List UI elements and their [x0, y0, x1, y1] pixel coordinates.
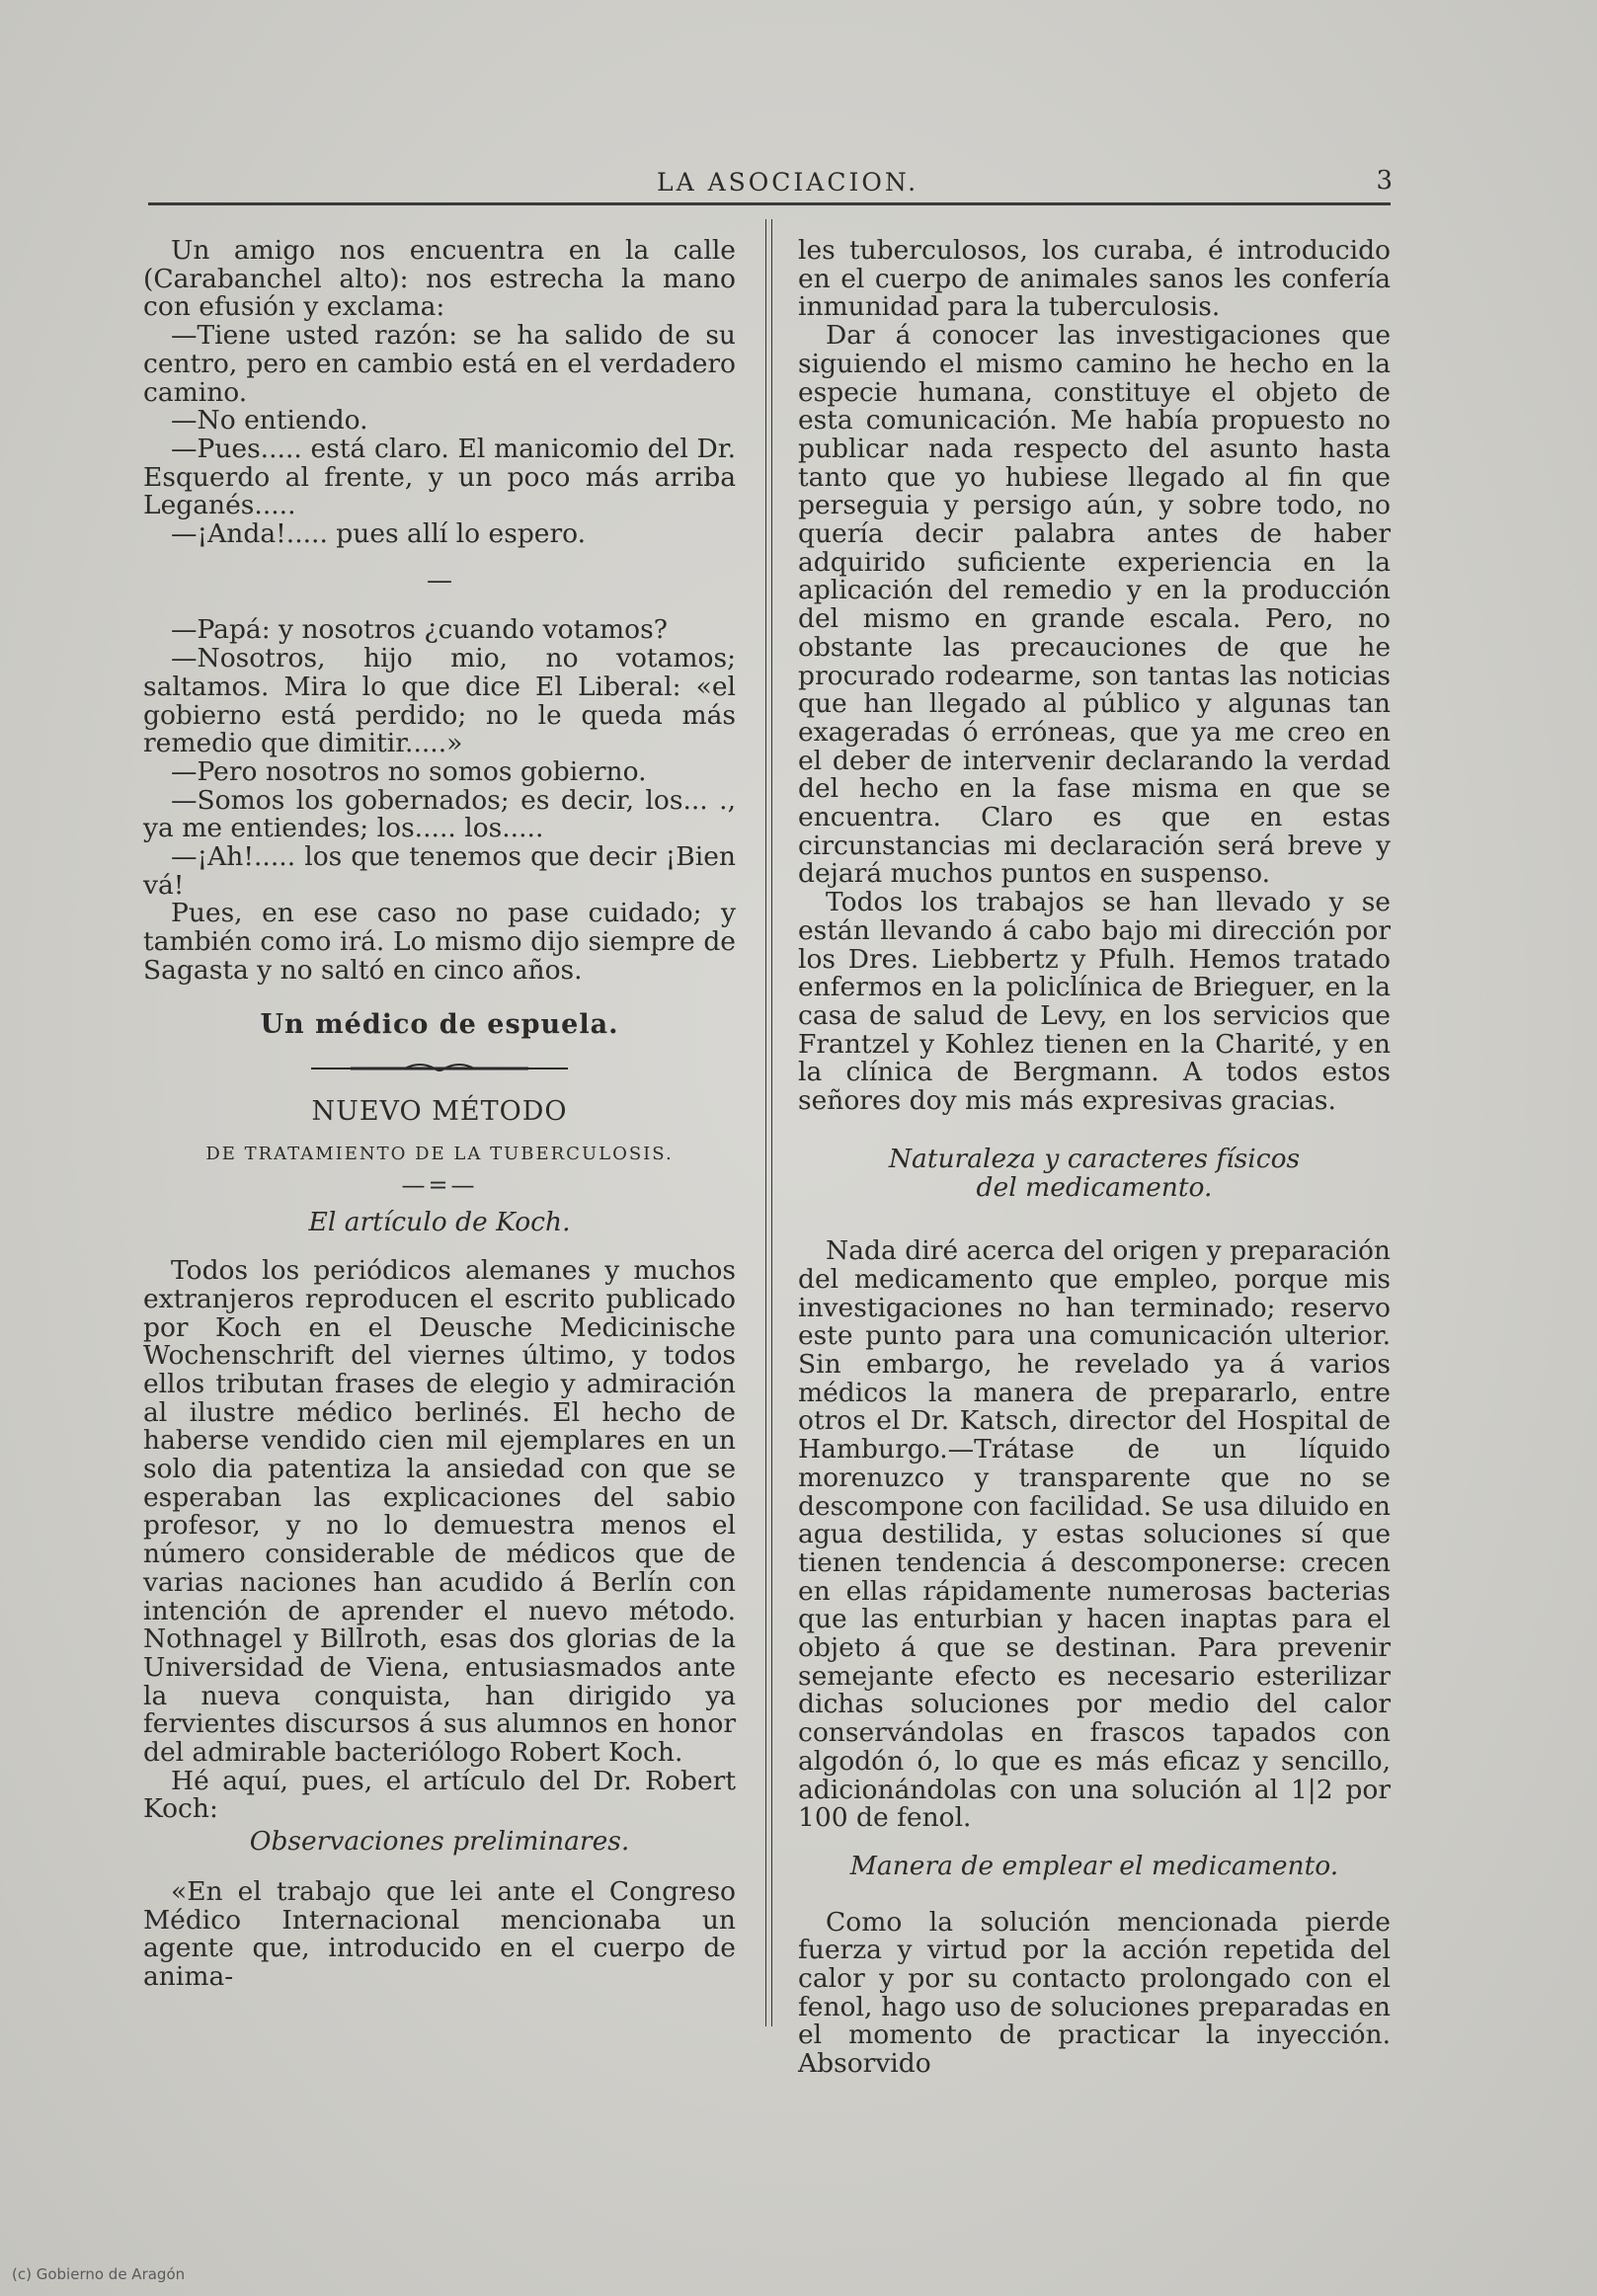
dialogue-paragraph: —Tiene usted razón: se ha salido de su centro, pero en cambio está en el verdadero camino. [143, 320, 736, 408]
dialogue-paragraph: Pues, en ese caso no pase cuidado; y también como irá. Lo mismo dijo siempre de Sagasta y no saltó en cinco años. [143, 898, 736, 986]
body-paragraph: Hé aquí, pues, el artículo del Dr. Robert Koch: [143, 1765, 736, 1825]
section-separator: — [427, 565, 452, 595]
equals-separator: —=— [401, 1170, 478, 1199]
body-paragraph: les tuberculosos, los curaba, é introducido en el cuerpo de animales sanos les confería inmunidad para la tuberculosis. [798, 235, 1391, 323]
dialogue-paragraph: —Nosotros, hijo mio, no votamos; saltamos. Mira lo que dice El Liberal: «el gobierno está perdido; no le queda más remedio que dimitir.....» [143, 643, 736, 759]
prelim-heading: Observaciones preliminares. [249, 1826, 630, 1858]
body-paragraph: Como la solución mencionada pierde fuerza y virtud por la acción repetida del calor y por su contacto prolongado con el fenol, hago uso de soluciones preparadas en el momento de practicar la inyección. Absorvido [798, 1906, 1391, 2080]
dialogue-paragraph: —¡Ah!..... los que tenemos que decir ¡Bien vá! [143, 841, 736, 901]
page-number: 3 [1376, 166, 1393, 196]
article-subtitle: DE TRATAMIENTO DE LA TUBERCULOSIS. [205, 1143, 674, 1164]
dialogue-paragraph: —Pero nosotros no somos gobierno. [171, 755, 647, 787]
column-divider [765, 219, 772, 2026]
usage-heading: Manera de emplear el medicamento. [849, 1850, 1339, 1881]
section-heading: Un médico de espuela. [260, 1008, 619, 1040]
body-paragraph: Nada diré acerca del origen y preparación del medicamento que empleo, porque mis investigaciones no han terminado; reservo este punto para una comunicación ulterior. Sin embargo, he revelado ya á varios médicos la manera de prepararlo, entre otros el Dr. Katsch, director del Hospital de Hamburgo.—Trátase de un líquido morenuzco y transparente que no se descompone con facilidad. Se usa diluido en agua destilida, y estas soluciones sí que tienen tendencia á descomponerse: crecen en ellas rápidamente numerosas bacterias que las enturbian y hacen inaptas para el objeto á que se destinan. Para prevenir semejante efecto es necesario esterilizar dichas soluciones por medio del calor conservándolas en frascos tapados con algodón ó, lo que es más eficaz y sencillo, adicionándolas con una solución al 1|2 por 100 de fenol. [798, 1235, 1391, 1834]
header-rule [148, 202, 1391, 205]
article-title: NUEVO MÉTODO [311, 1096, 568, 1128]
dialogue-paragraph: —¡Anda!..... pues allí lo espero. [171, 518, 587, 550]
body-paragraph: Todos los periódicos alemanes y muchos extranjeros reproducen el escrito publicado por Koch en el Deusche Medicinische Wochenschrift del viernes último, y todos ellos tributan frases de elegio y admiración al ilustre médico berlinés. El hecho de haberse vendido cien mil ejemplares en un solo dia patentiza la ansiedad con que se esperaban las explicaciones del sabio profesor, y no lo demuestra menos el número considerable de médicos que de varias naciones han acudido á Berlín con intención de aprender el nuevo método. Nothnagel y Billroth, esas dos glorias de la Universidad de Viena, entusiasmados ante la nueva conquista, han dirigido ya fervientes discursos á sus alumnos en honor del admirable bacteriólogo Robert Koch. [143, 1255, 736, 1769]
dialogue-paragraph: —No entiendo. [171, 405, 368, 436]
body-paragraph: Todos los trabajos se han llevado y se están llevando á cabo bajo mi dirección por los Dres. Liebbertz y Pfulh. Hemos tratado enfermos en la policlínica de Brieguer, en la casa de salud de Levy, en los servicios que Frantzel y Kohlez tienen en la Charité, y en la clínica de Bergmann. A todos estos señores doy mis más expresivas gracias. [798, 887, 1391, 1117]
page-title: LA ASOCIACION. [657, 168, 919, 197]
right-column [798, 237, 1391, 2079]
nature-heading-line1: Naturaleza y caracteres físicos [888, 1143, 1301, 1174]
page-header [148, 164, 1393, 203]
dialogue-paragraph: —Papá: y nosotros ¿cuando votamos? [171, 614, 668, 646]
dialogue-paragraph: —Pues..... está claro. El manicomio del Dr. Esquerdo al frente, y un poco más arriba Leganés..... [143, 433, 736, 521]
dialogue-paragraph: —Somos los gobernados; es decir, los... ., ya me entiendes; los..... los..... [143, 784, 736, 844]
nature-heading-line2: del medicamento. [976, 1171, 1213, 1203]
closing-paragraph: «En el trabajo que lei ante el Congreso Médico Internacional mencionaba un agente que, introducido en el cuerpo de anima- [143, 1875, 736, 1992]
ornament-divider [143, 1057, 736, 1076]
copyright-notice: (c) Gobierno de Aragón [12, 2265, 186, 2283]
left-column [143, 237, 736, 1992]
dialogue-paragraph: Un amigo nos encuentra en la calle (Carabanchel alto): nos estrecha la mano con efusión y exclama: [143, 235, 736, 323]
koch-heading: El artículo de Koch. [308, 1207, 571, 1238]
body-paragraph: Dar á conocer las investigaciones que siguiendo el mismo camino he hecho en la especie humana, constituye el objeto de esta comunicación. Me había propuesto no publicar nada respecto del asunto hasta tanto que yo hubiese llegado al fin que perseguia y persigo aún, y sobre todo, no quería decir palabra antes de haber adquirido suficiente experiencia en la aplicación del remedio y en la producción del mismo en grande escala. Pero, no obstante las precauciones de que he procurado rodearme, son tantas las noticias que han llegado al público y algunas tan exageradas ó erróneas, que ya me creo en el deber de intervenir declarando la verdad del hecho en la fase misma en que se encuentra. Claro es que en estas circunstancias mi declaración será breve y dejará muchos puntos en suspenso. [798, 320, 1391, 890]
